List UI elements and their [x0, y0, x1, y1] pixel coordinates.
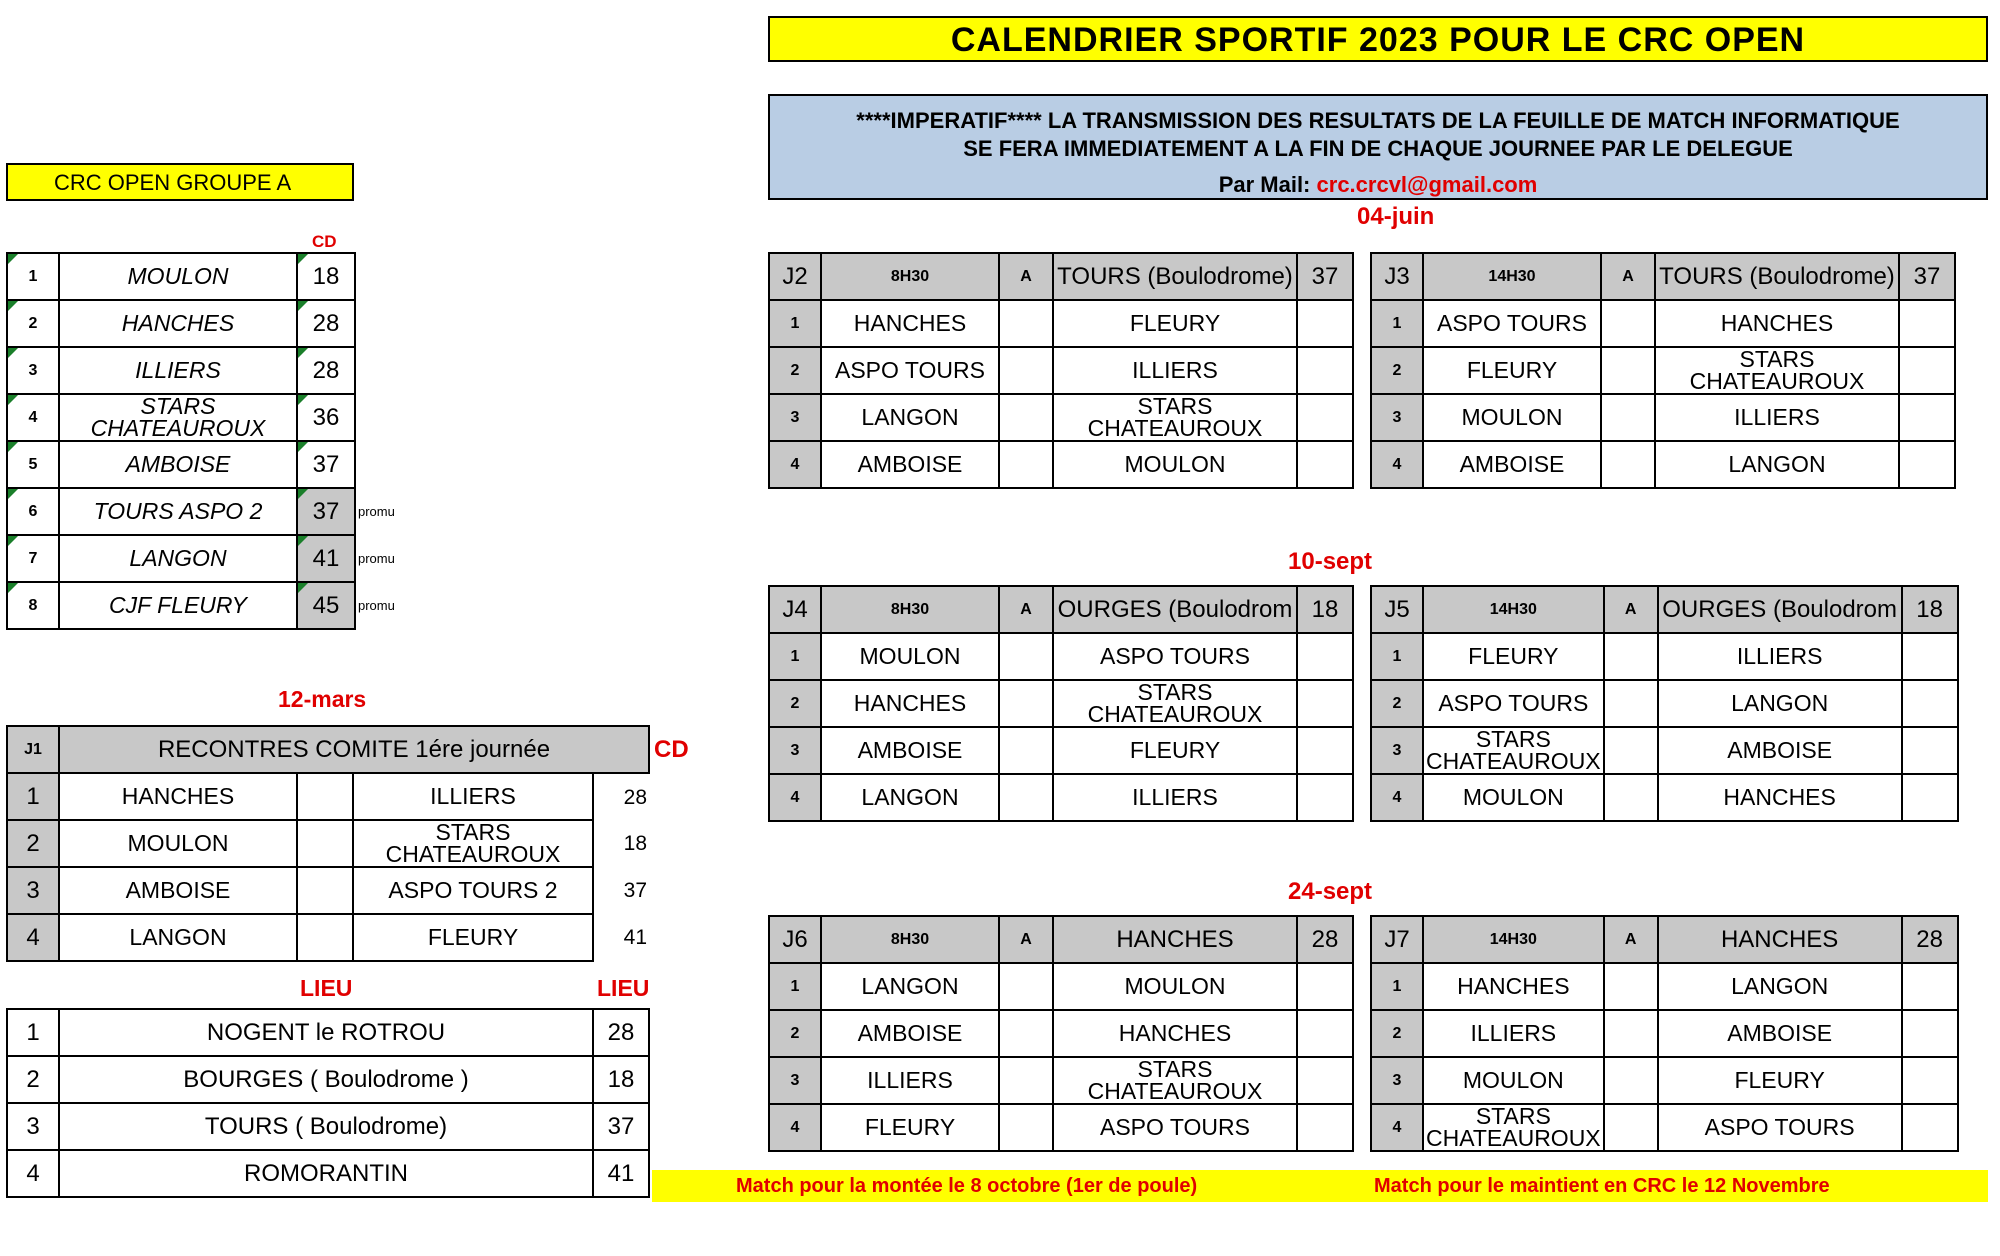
match-number: 4	[1371, 774, 1423, 821]
round-venue: OURGES (Boulodrom	[1658, 586, 1902, 633]
result-cell	[1899, 347, 1955, 394]
round-venue: TOURS (Boulodrome)	[1655, 253, 1899, 300]
score-cell	[999, 1104, 1053, 1151]
round-cd: 28	[1902, 916, 1958, 963]
away-team: AMBOISE	[1658, 727, 1902, 774]
match-number: 1	[1371, 300, 1423, 347]
round-table-j5	[1370, 585, 1959, 822]
result-cell	[1297, 680, 1353, 727]
group-table	[6, 252, 416, 630]
match-number: 3	[1371, 1057, 1423, 1104]
score-cell	[999, 963, 1053, 1010]
result-cell	[1297, 300, 1353, 347]
result-cell	[1902, 1104, 1958, 1151]
away-team: HANCHES	[1655, 300, 1899, 347]
home-team: HANCHES	[821, 680, 999, 727]
page-title-box	[768, 16, 1988, 62]
away-team: ILLIERS	[1053, 774, 1297, 821]
match-row	[769, 727, 1353, 774]
away-team: STARS CHATEAUROUX	[1655, 347, 1899, 394]
home-team: HANCHES	[59, 773, 297, 820]
round-code: J7	[1371, 916, 1423, 963]
home-team: ILLIERS	[821, 1057, 999, 1104]
team-row	[7, 253, 415, 300]
match-number: 1	[769, 300, 821, 347]
result-cell	[1902, 727, 1958, 774]
result-cell	[1297, 963, 1353, 1010]
match-number: 2	[1371, 680, 1423, 727]
group-title-box	[6, 163, 354, 201]
lieu-row	[7, 1103, 649, 1150]
team-note	[355, 300, 415, 347]
result-cell	[1297, 774, 1353, 821]
result-cell	[1902, 1057, 1958, 1104]
team-row	[7, 582, 415, 629]
lieu-place: BOURGES ( Boulodrome )	[59, 1056, 593, 1103]
match-number: 1	[769, 633, 821, 680]
match-row	[769, 441, 1353, 488]
home-team: ILLIERS	[1423, 1010, 1604, 1057]
team-rank: 3	[7, 347, 59, 394]
date-10-sept: 10-sept	[1288, 548, 1373, 575]
mail-label: Par Mail:	[1218, 172, 1311, 197]
home-team: HANCHES	[1423, 963, 1604, 1010]
home-team: MOULON	[59, 820, 297, 867]
team-row	[7, 535, 415, 582]
match-number: 3	[1371, 394, 1423, 441]
match-row	[1371, 441, 1955, 488]
match-row	[769, 1010, 1353, 1057]
result-cell	[1899, 441, 1955, 488]
team-row	[7, 300, 415, 347]
team-name: MOULON	[59, 253, 297, 300]
match-row	[1371, 1010, 1958, 1057]
away-team: MOULON	[1053, 441, 1297, 488]
home-team: MOULON	[821, 633, 999, 680]
team-rank: 7	[7, 535, 59, 582]
away-team: STARS CHATEAUROUX	[353, 820, 593, 867]
team-note	[355, 347, 415, 394]
round-cd: 18	[1902, 586, 1958, 633]
away-team: ILLIERS	[1658, 633, 1902, 680]
round-venue: OURGES (Boulodrom	[1053, 586, 1297, 633]
round-cd: 28	[1297, 916, 1353, 963]
round-header	[1371, 253, 1955, 300]
home-team: ASPO TOURS	[1423, 300, 1601, 347]
away-team: STARS CHATEAUROUX	[1053, 1057, 1297, 1104]
away-team: FLEURY	[353, 914, 593, 961]
result-cell	[1297, 1057, 1353, 1104]
match-number: 1	[7, 773, 59, 820]
team-cd: 37	[297, 488, 355, 535]
score-cell	[1601, 347, 1655, 394]
round-cd: 37	[1297, 253, 1353, 300]
result-cell	[1899, 394, 1955, 441]
lieu-cd: 28	[593, 1009, 649, 1056]
match-number: 3	[769, 1057, 821, 1104]
home-team: MOULON	[1423, 1057, 1604, 1104]
home-team: STARS CHATEAUROUX	[1423, 727, 1604, 774]
match-number: 4	[769, 441, 821, 488]
home-team: AMBOISE	[59, 867, 297, 914]
score-cell	[999, 680, 1053, 727]
round-time: 14H30	[1423, 916, 1604, 963]
team-note	[355, 394, 415, 441]
round-venue: HANCHES	[1053, 916, 1297, 963]
home-team: MOULON	[1423, 394, 1601, 441]
score-cell	[999, 1057, 1053, 1104]
match-number: 4	[1371, 1104, 1423, 1151]
away-team: HANCHES	[1053, 1010, 1297, 1057]
home-team: LANGON	[821, 774, 999, 821]
away-team: ILLIERS	[1655, 394, 1899, 441]
score-cell	[999, 633, 1053, 680]
footer-band	[652, 1170, 1988, 1202]
result-cell	[1902, 774, 1958, 821]
score-cell	[297, 867, 353, 914]
home-team: AMBOISE	[821, 727, 999, 774]
score-cell	[1604, 633, 1658, 680]
team-name: HANCHES	[59, 300, 297, 347]
match-row	[1371, 680, 1958, 727]
round-time: 14H30	[1423, 586, 1604, 633]
match-number: 2	[1371, 1010, 1423, 1057]
date-24-sept: 24-sept	[1288, 878, 1373, 905]
result-cell	[1902, 963, 1958, 1010]
score-cell	[999, 774, 1053, 821]
score-cell	[1601, 394, 1655, 441]
result-cell	[1297, 441, 1353, 488]
team-name: STARS CHATEAUROUX	[59, 394, 297, 441]
round-table-j6	[768, 915, 1354, 1152]
match-number: 2	[7, 820, 59, 867]
match-row	[1371, 963, 1958, 1010]
team-name: ILLIERS	[59, 347, 297, 394]
home-team: LANGON	[821, 394, 999, 441]
match-number: 2	[769, 1010, 821, 1057]
match-number: 3	[769, 394, 821, 441]
lieu-row	[7, 1056, 649, 1103]
round-a-label: A	[999, 916, 1053, 963]
score-cell	[999, 727, 1053, 774]
team-note	[355, 441, 415, 488]
lieu-table	[6, 1008, 650, 1198]
score-cell	[999, 394, 1053, 441]
team-row	[7, 347, 415, 394]
round-a-label: A	[1604, 586, 1658, 633]
match-number: 2	[769, 347, 821, 394]
match-number: 4	[769, 774, 821, 821]
score-cell	[297, 820, 353, 867]
team-note: promu	[358, 504, 395, 519]
team-cd: 37	[297, 441, 355, 488]
match-cd: 18	[593, 820, 649, 867]
result-cell	[1902, 633, 1958, 680]
result-cell	[1297, 727, 1353, 774]
score-cell	[1604, 1104, 1658, 1151]
result-cell	[1297, 1104, 1353, 1151]
team-note: promu	[358, 598, 395, 613]
group-title: CRC OPEN GROUPE A	[54, 170, 292, 195]
team-row	[7, 394, 415, 441]
notice-box	[768, 94, 1988, 200]
notice-line-1: ****IMPERATIF**** LA TRANSMISSION DES RESULTATS DE LA FEUILLE DE MATCH INFORMATIQUE	[856, 108, 1900, 133]
match-row	[769, 347, 1353, 394]
score-cell	[1604, 727, 1658, 774]
home-team: AMBOISE	[1423, 441, 1601, 488]
lieu-number: 1	[7, 1009, 59, 1056]
match-number: 2	[769, 680, 821, 727]
lieu-cd: 41	[593, 1150, 649, 1197]
team-cd: 36	[297, 394, 355, 441]
round-code: J2	[769, 253, 821, 300]
round-time: 8H30	[821, 916, 999, 963]
home-team: MOULON	[1423, 774, 1604, 821]
lieu-cd: 37	[593, 1103, 649, 1150]
team-rank: 2	[7, 300, 59, 347]
lieu-place: TOURS ( Boulodrome)	[59, 1103, 593, 1150]
team-rank: 1	[7, 253, 59, 300]
match-number: 4	[7, 914, 59, 961]
match-number: 1	[769, 963, 821, 1010]
lieu-row	[7, 1009, 649, 1056]
home-team: FLEURY	[1423, 633, 1604, 680]
match-row	[1371, 774, 1958, 821]
away-team: LANGON	[1655, 441, 1899, 488]
footer-right: Match pour le maintient en CRC le 12 Novembre	[1374, 1175, 1830, 1197]
away-team: LANGON	[1658, 680, 1902, 727]
lieu-number: 2	[7, 1056, 59, 1103]
round-table-j2	[768, 252, 1354, 489]
notice-mail-row	[770, 172, 1986, 198]
match-number: 3	[769, 727, 821, 774]
round-time: 14H30	[1423, 253, 1601, 300]
away-team: FLEURY	[1053, 727, 1297, 774]
team-note: promu	[358, 551, 395, 566]
score-cell	[1604, 1010, 1658, 1057]
match-row	[769, 1057, 1353, 1104]
lieu-row	[7, 1150, 649, 1197]
round-table-j4	[768, 585, 1354, 822]
j1-date: 12-mars	[278, 686, 367, 712]
home-team: FLEURY	[1423, 347, 1601, 394]
lieu-cd: 18	[593, 1056, 649, 1103]
lieu-number: 4	[7, 1150, 59, 1197]
round-header	[769, 916, 1353, 963]
result-cell	[1297, 633, 1353, 680]
away-team: AMBOISE	[1658, 1010, 1902, 1057]
score-cell	[297, 773, 353, 820]
match-row	[1371, 394, 1955, 441]
match-number: 4	[1371, 441, 1423, 488]
team-cd: 18	[297, 253, 355, 300]
round-cd: 18	[1297, 586, 1353, 633]
match-row	[769, 394, 1353, 441]
j1-match-row	[7, 820, 649, 867]
result-cell	[1902, 680, 1958, 727]
team-name: CJF FLEURY	[59, 582, 297, 629]
match-number: 3	[1371, 727, 1423, 774]
away-team: LANGON	[1658, 963, 1902, 1010]
round-venue: TOURS (Boulodrome)	[1053, 253, 1297, 300]
match-cd: 28	[593, 773, 649, 820]
match-row	[769, 774, 1353, 821]
score-cell	[1604, 774, 1658, 821]
lieu-number: 3	[7, 1103, 59, 1150]
score-cell	[1604, 680, 1658, 727]
match-row	[1371, 347, 1955, 394]
away-team: STARS CHATEAUROUX	[1053, 394, 1297, 441]
round-a-label: A	[1601, 253, 1655, 300]
round-a-label: A	[999, 253, 1053, 300]
j1-match-row	[7, 914, 649, 961]
result-cell	[1297, 347, 1353, 394]
round-a-label: A	[1604, 916, 1658, 963]
team-cd: 28	[297, 300, 355, 347]
match-row	[769, 300, 1353, 347]
away-team: STARS CHATEAUROUX	[1053, 680, 1297, 727]
round-header	[769, 586, 1353, 633]
match-row	[769, 963, 1353, 1010]
round-header	[1371, 916, 1958, 963]
team-name: AMBOISE	[59, 441, 297, 488]
home-team: LANGON	[821, 963, 999, 1010]
round-time: 8H30	[821, 253, 999, 300]
j1-header: RECONTRES COMITE 1ére journée	[59, 726, 649, 773]
team-name: TOURS ASPO 2	[59, 488, 297, 535]
match-cd: 37	[593, 867, 649, 914]
match-row	[769, 1104, 1353, 1151]
round-header	[769, 253, 1353, 300]
away-team: MOULON	[1053, 963, 1297, 1010]
score-cell	[1604, 1057, 1658, 1104]
away-team: ASPO TOURS	[1053, 1104, 1297, 1151]
j1-match-row	[7, 773, 649, 820]
match-number: 1	[1371, 633, 1423, 680]
away-team: ASPO TOURS	[1658, 1104, 1902, 1151]
lieu-place: NOGENT le ROTROU	[59, 1009, 593, 1056]
home-team: HANCHES	[821, 300, 999, 347]
score-cell	[1601, 300, 1655, 347]
home-team: ASPO TOURS	[1423, 680, 1604, 727]
lieu-label-left: LIEU	[300, 975, 353, 1001]
home-team: AMBOISE	[821, 441, 999, 488]
score-cell	[999, 441, 1053, 488]
match-row	[769, 633, 1353, 680]
match-row	[1371, 727, 1958, 774]
home-team: STARS CHATEAUROUX	[1423, 1104, 1604, 1151]
result-cell	[1297, 1010, 1353, 1057]
home-team: FLEURY	[821, 1104, 999, 1151]
score-cell	[999, 300, 1053, 347]
away-team: ASPO TOURS 2	[353, 867, 593, 914]
home-team: LANGON	[59, 914, 297, 961]
j1-table	[6, 725, 650, 962]
round-time: 8H30	[821, 586, 999, 633]
match-row	[1371, 1104, 1958, 1151]
round-code: J5	[1371, 586, 1423, 633]
lieu-place: ROMORANTIN	[59, 1150, 593, 1197]
round-code: J6	[769, 916, 821, 963]
j1-code: J1	[7, 726, 59, 773]
match-row	[1371, 1057, 1958, 1104]
round-table-j3	[1370, 252, 1956, 489]
team-rank: 8	[7, 582, 59, 629]
group-cd-label: CD	[312, 232, 337, 251]
team-rank: 4	[7, 394, 59, 441]
team-cd: 41	[297, 535, 355, 582]
result-cell	[1297, 394, 1353, 441]
team-rank: 5	[7, 441, 59, 488]
match-number: 2	[1371, 347, 1423, 394]
score-cell	[999, 1010, 1053, 1057]
match-number: 4	[769, 1104, 821, 1151]
team-name: LANGON	[59, 535, 297, 582]
round-header	[1371, 586, 1958, 633]
j1-cd-label: CD	[654, 736, 689, 763]
away-team: ILLIERS	[1053, 347, 1297, 394]
match-number: 3	[7, 867, 59, 914]
date-04-juin: 04-juin	[1357, 203, 1435, 230]
away-team: ASPO TOURS	[1053, 633, 1297, 680]
home-team: ASPO TOURS	[821, 347, 999, 394]
team-cd: 45	[297, 582, 355, 629]
team-cd: 28	[297, 347, 355, 394]
home-team: AMBOISE	[821, 1010, 999, 1057]
result-cell	[1899, 300, 1955, 347]
match-number: 1	[1371, 963, 1423, 1010]
result-cell	[1902, 1010, 1958, 1057]
match-row	[1371, 300, 1955, 347]
away-team: FLEURY	[1053, 300, 1297, 347]
j1-match-row	[7, 867, 649, 914]
match-row	[1371, 633, 1958, 680]
round-code: J3	[1371, 253, 1423, 300]
notice-line-2: SE FERA IMMEDIATEMENT A LA FIN DE CHAQUE JOURNEE PAR LE DELEGUE	[963, 136, 1793, 161]
round-cd: 37	[1899, 253, 1955, 300]
away-team: HANCHES	[1658, 774, 1902, 821]
team-rank: 6	[7, 488, 59, 535]
lieu-label-right: LIEU	[597, 975, 650, 1001]
score-cell	[999, 347, 1053, 394]
footer-left: Match pour la montée le 8 octobre (1er de poule)	[736, 1175, 1198, 1197]
match-cd: 41	[593, 914, 649, 961]
score-cell	[1601, 441, 1655, 488]
round-a-label: A	[999, 586, 1053, 633]
round-code: J4	[769, 586, 821, 633]
score-cell	[297, 914, 353, 961]
round-venue: HANCHES	[1658, 916, 1902, 963]
team-row	[7, 441, 415, 488]
page-title: CALENDRIER SPORTIF 2023 POUR LE CRC OPEN	[950, 21, 1806, 59]
score-cell	[1604, 963, 1658, 1010]
away-team: FLEURY	[1658, 1057, 1902, 1104]
mail-link[interactable]: crc.crcvl@gmail.com	[1316, 172, 1538, 197]
team-note	[355, 253, 415, 300]
team-row	[7, 488, 415, 535]
match-row	[769, 680, 1353, 727]
away-team: ILLIERS	[353, 773, 593, 820]
round-table-j7	[1370, 915, 1959, 1152]
